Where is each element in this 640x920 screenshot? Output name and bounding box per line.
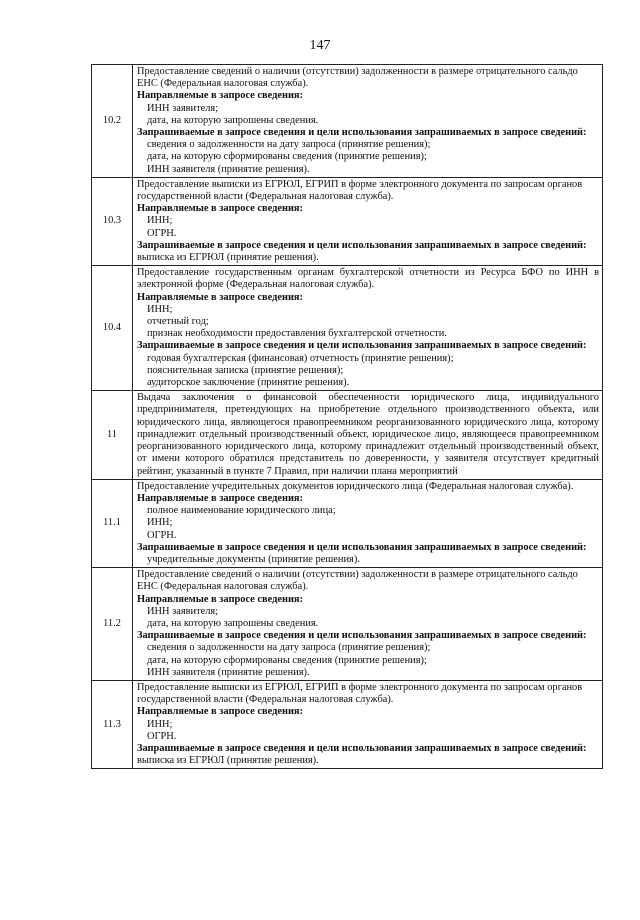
row-content [133,391,603,479]
services-table [91,64,603,769]
list-item: пояснительная записка (принятие решения); [147,364,344,376]
list-item: ОГРН. [147,529,177,541]
description-text: Предоставление учредительных документов юридического лица (Федеральная налоговая служба). [137,480,574,492]
description-text: Выдача заключения о финансовой обеспеченности юридического лица, индивидуального предпринимателя, претендующих на приобретение отдельного производственного объекта, или юридического лица, являющегося правопреемником реорганизованного юридического лица, которому принадлежит отдельный производственный объект, юридическое лицо, являющееся правопреемником реорганизованного юридического лица, которому принадлежит отдельный производственный объект, от имени которого обратился представитель по доверенности, у заявителя отсутствует кредитный рейтинг, указанный в пункте 7 Правил, при наличии плана мероприятий [137,392,599,477]
list-item: ИНН заявителя (принятие решения). [147,666,310,678]
description-text: выписка из ЕГРЮЛ (принятие решения). [137,755,319,767]
list-item: годовая бухгалтерская (финансовая) отчетность (принятие решения); [147,352,454,364]
list-item: дата, на которую сформированы сведения (принятие решения); [147,151,427,163]
row-number: 11 [92,391,133,479]
list-item: ИНН заявителя (принятие решения). [147,163,310,175]
list-item: дата, на которую запрошены сведения. [147,114,319,126]
row-number: 10.4 [92,266,133,391]
section-heading: Направляемые в запросе сведения: [137,90,304,102]
table-row [92,177,603,265]
table-row [92,680,603,768]
list-item: ИНН; [147,215,173,227]
section-heading: Направляемые в запросе сведения: [137,203,304,215]
row-number: 10.3 [92,177,133,265]
section-heading: Направляемые в запросе сведения: [137,593,304,605]
section-heading: Направляемые в запросе сведения: [137,492,304,504]
list-item: дата, на которую сформированы сведения (принятие решения); [147,654,427,666]
section-heading: Направляемые в запросе сведения: [137,706,304,718]
list-item: ИНН; [147,303,173,315]
list-item: ИНН заявителя; [147,605,219,617]
section-heading: Запрашиваемые в запросе сведения и цели использования запрашиваемых в запросе сведений: [137,630,587,642]
row-number: 11.2 [92,568,133,681]
table-row [92,391,603,479]
list-item: дата, на которую запрошены сведения. [147,617,319,629]
section-heading: Запрашиваемые в запросе сведения и цели использования запрашиваемых в запросе сведений: [137,742,587,754]
section-heading: Запрашиваемые в запросе сведения и цели использования запрашиваемых в запросе сведений: [137,541,587,553]
row-content [133,680,603,768]
description-text: Предоставление сведений о наличии (отсутствии) задолженности в размере отрицательного сальдо ЕНС (Федеральная налоговая служба). [137,66,578,90]
list-item: ОГРН. [147,227,177,239]
row-content [133,479,603,567]
description-text: Предоставление сведений о наличии (отсутствии) задолженности в размере отрицательного сальдо ЕНС (Федеральная налоговая служба). [137,569,578,593]
row-content [133,266,603,391]
list-item: учредительные документы (принятие решения). [147,553,360,565]
description-text: выписка из ЕГРЮЛ (принятие решения). [137,252,319,264]
table-body [92,65,603,769]
row-number: 10.2 [92,65,133,178]
row-content [133,568,603,681]
section-heading: Направляемые в запросе сведения: [137,291,304,303]
row-content [133,65,603,178]
list-item: отчетный год; [147,316,209,328]
description-text: Предоставление выписки из ЕГРЮЛ, ЕГРИП в форме электронного документа по запросам органов государственной власти (Федеральная налоговая служба). [137,178,583,203]
section-heading: Запрашиваемые в запросе сведения и цели использования запрашиваемых в запросе сведений: [137,340,587,352]
description-text: Предоставление выписки из ЕГРЮЛ, ЕГРИП в форме электронного документа по запросам органов государственной власти (Федеральная налоговая служба). [137,681,583,706]
list-item: признак необходимости предоставления бухгалтерской отчетности. [147,328,447,340]
list-item: аудиторское заключение (принятие решения). [147,377,350,389]
table-row [92,266,603,391]
list-item: полное наименование юридического лица; [147,505,336,517]
list-item: сведения о задолженности на дату запроса (принятие решения); [147,139,431,151]
list-item: сведения о задолженности на дату запроса (принятие решения); [147,642,431,654]
list-item: ИНН заявителя; [147,102,219,114]
page-number: 147 [309,38,331,53]
row-content [133,177,603,265]
section-heading: Запрашиваемые в запросе сведения и цели использования запрашиваемых в запросе сведений: [137,127,587,139]
table-row [92,479,603,567]
section-heading: Запрашиваемые в запросе сведения и цели использования запрашиваемых в запросе сведений: [137,239,587,251]
description-text: Предоставление государственным органам бухгалтерской отчетности из Ресурса БФО по ИНН в электронной форме (Федеральная налоговая служба). [137,267,599,291]
row-number: 11.1 [92,479,133,567]
table-row [92,568,603,681]
list-item: ИНН; [147,718,173,730]
row-number: 11.3 [92,680,133,768]
list-item: ОГРН. [147,730,177,742]
table-row [92,65,603,178]
list-item: ИНН; [147,517,173,529]
